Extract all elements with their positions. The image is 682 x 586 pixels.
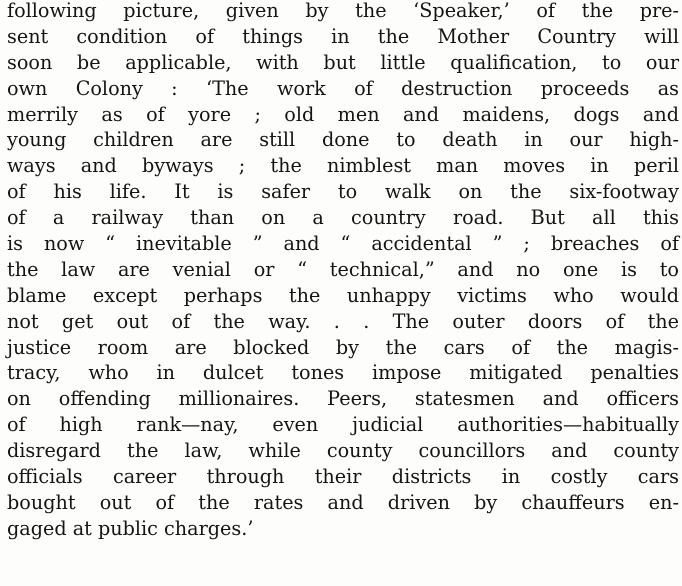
text-line: blame except perhaps the unhappy victims who would [7,283,679,307]
text-line: soon be applicable, with but little qualification, to our [7,50,679,74]
text-line: of a railway than on a country road. But all this [7,206,679,230]
text-line: young children are still done to death in our high- [7,128,679,152]
text-line: on offending millionaires. Peers, statesmen and officers [7,387,679,411]
text-line: not get out of the way. . . The outer doors of the [7,309,679,333]
text-line: of high rank—nay, even judicial authorities—habitually [7,413,679,437]
text-line: disregard the law, while county councillors and county [7,439,679,463]
text-line: justice room are blocked by the cars of the magis- [7,335,679,359]
text-line: sent condition of things in the Mother Country will [7,24,679,48]
text-line: ways and byways ; the nimblest man moves in peril [7,154,679,178]
text-line: own Colony : ‘The work of destruction proceeds as [7,76,679,100]
article-text-column [7,0,679,542]
text-line: tracy, who in dulcet tones impose mitigated penalties [7,361,679,385]
text-line: following picture, given by the ‘Speaker,’ of the pre- [7,0,679,22]
text-line: is now “ inevitable ” and “ accidental ” ; breaches of [7,232,679,256]
text-line: the law are venial or “ technical,” and no one is to [7,257,679,281]
text-line: gaged at public charges.’ [7,516,254,540]
text-line: officials career through their districts in costly cars [7,465,679,489]
text-line: merrily as of yore ; old men and maidens, dogs and [7,102,679,126]
text-line: bought out of the rates and driven by chauffeurs en- [7,490,679,514]
text-line: of his life. It is safer to walk on the six-footway [7,180,679,204]
